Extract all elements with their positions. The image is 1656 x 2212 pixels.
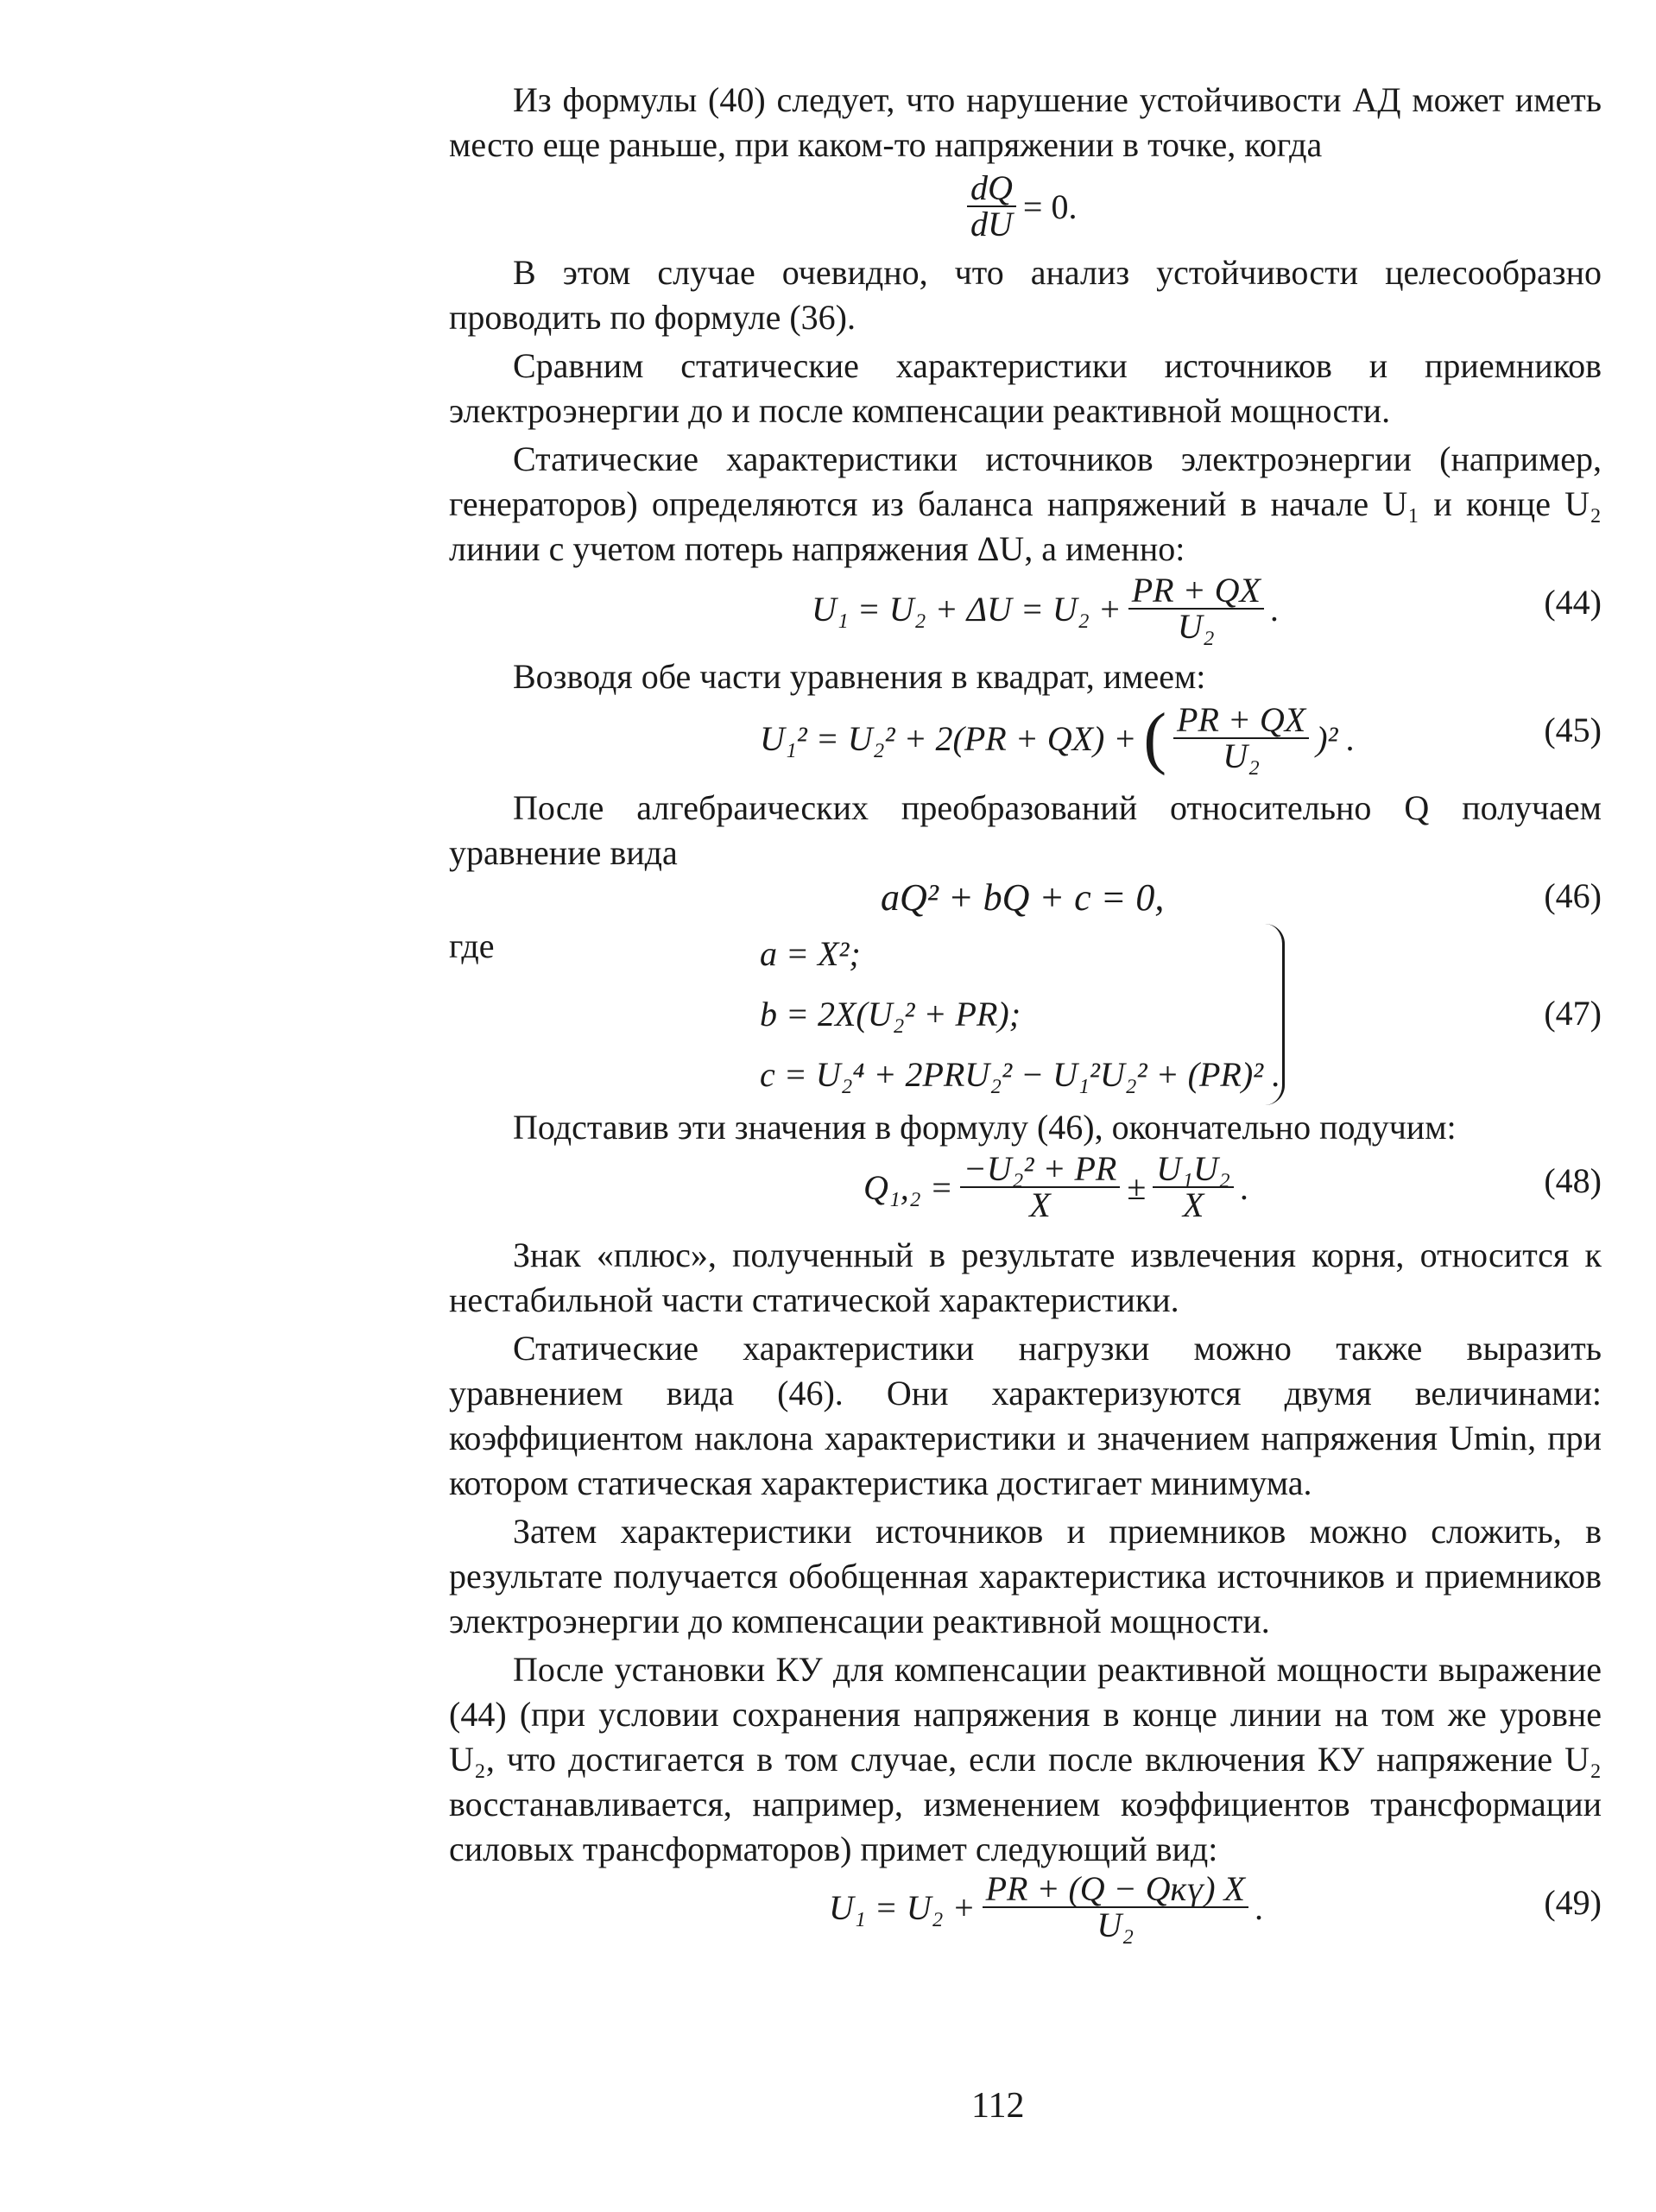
equation-49 <box>449 1869 1602 1955</box>
fraction-numerator: PR + QX <box>1128 573 1264 610</box>
equation-number: (48) <box>1544 1161 1602 1200</box>
paragraph-9: Знак «плюс», полученный в результате извлечения корня, относится к нестабильной части статической характеристики. <box>449 1236 1602 1319</box>
paragraph-11: Затем характеристики источников и приемников можно сложить, в результате получается обобщенная характеристика источников и приемников электроэнергии до компенсации реактивной мощности. <box>449 1512 1602 1640</box>
equation-number: (46) <box>1544 876 1602 915</box>
fraction-dq-du <box>967 168 1016 243</box>
equation-number: (47) <box>1544 994 1602 1033</box>
fraction-denominator: dU <box>970 205 1013 243</box>
fraction-denominator: U₂ <box>1177 607 1215 646</box>
page-content <box>449 78 1602 1955</box>
equation-45 <box>449 699 1602 786</box>
fraction-numerator: PR + QX <box>1173 703 1309 739</box>
paragraph-7: где <box>449 926 495 965</box>
fraction-numerator: −U₂² + PR <box>960 1152 1121 1188</box>
equation-number: (44) <box>1544 583 1602 622</box>
equation-46 <box>449 875 1602 924</box>
paragraph-2: В этом случае очевидно, что анализ устойчивости целесообразно проводить по формуле (36). <box>449 253 1602 337</box>
curly-brace <box>1265 924 1285 1105</box>
fraction-denominator: U₂ <box>1097 1905 1135 1944</box>
equation-lhs: U₁ = U₂ + ΔU = U₂ + <box>812 589 1122 629</box>
equation-c: c = U₂⁴ + 2PRU₂² − U₁²U₂² + (PR)² . <box>760 1055 1281 1094</box>
equation-b: b = 2X(U₂² + PR); <box>760 995 1021 1033</box>
fraction-2 <box>1153 1149 1234 1224</box>
equation-tail: )² . <box>1316 718 1356 758</box>
equation-tail: . <box>1255 1887 1264 1927</box>
fraction-denominator: U₂ <box>1223 736 1260 775</box>
equation-47-block <box>449 924 1602 1105</box>
page-number: 112 <box>971 2086 1025 2126</box>
equation-44 <box>449 572 1602 654</box>
equation-tail: . <box>1270 589 1280 629</box>
paragraph-12: После установки КУ для компенсации реактивной мощности выражение (44) (при условии сохранения напряжения в конце линии на том же уровне U₂, что достигается в том случае, если после включения КУ напряжение U₂ восстанавливается, например, изменением коэффициентов трансформации силовых трансформаторов) примет следующий вид: <box>449 1650 1602 1868</box>
equation-lhs: U₁ = U₂ + <box>829 1887 976 1927</box>
fraction <box>1128 573 1264 644</box>
fraction <box>1173 700 1309 775</box>
paragraph-10: Статические характеристики нагрузки можно также выразить уравнением вида (46). Они характеризуются двумя величинами: коэффициентом наклона характеристики и значением напряжения Umin, при котором статическая характеристика достигает минимума. <box>449 1329 1602 1502</box>
paragraph-8: Подставив эти значения в формулу (46), окончательно подучим: <box>513 1108 1457 1147</box>
paragraph-5: Возводя обе части уравнения в квадрат, имеем: <box>513 657 1206 696</box>
fraction <box>983 1869 1248 1944</box>
paragraph-4: Статические характеристики источников электроэнергии (например, генераторов) определяются из баланса напряжений в начале U₁ и конце U₂ линии с учетом потерь напряжения ΔU, а именно: <box>449 439 1602 568</box>
equation-tail: . <box>1240 1167 1249 1207</box>
fraction-numerator: U₁U₂ <box>1153 1152 1234 1188</box>
fraction-numerator: PR + (Q − Qкү) X <box>983 1872 1248 1908</box>
equation-48 <box>449 1150 1602 1233</box>
equation-rhs: = 0. <box>1022 186 1078 226</box>
equation-lhs: U₁² = U₂² + 2(PR + QX) + <box>760 718 1137 758</box>
equation-number: (49) <box>1544 1883 1602 1922</box>
equation-a: a = X²; <box>760 934 861 973</box>
paragraph-6: После алгебраических преобразований относительно Q получаем уравнение вида <box>449 788 1602 872</box>
equation-lhs: Q₁,₂ = <box>863 1167 953 1207</box>
fraction-denominator: X <box>1029 1185 1051 1224</box>
fraction-1 <box>960 1149 1121 1224</box>
equation-dq-du <box>449 167 1602 250</box>
paragraph-3: Сравним статические характеристики источников и приемников электроэнергии до и после компенсации реактивной мощности. <box>449 346 1602 430</box>
paragraph-1: Из формулы (40) следует, что нарушение устойчивости АД может иметь место еще раньше, при каком-то напряжении в точке, когда <box>449 80 1602 164</box>
paren-open: ( <box>1143 700 1167 776</box>
equation-text: aQ² + bQ + c = 0, <box>881 876 1165 919</box>
plus-minus: ± <box>1127 1167 1147 1207</box>
equation-number: (45) <box>1544 711 1602 749</box>
fraction-denominator: X <box>1182 1185 1204 1224</box>
fraction-numerator: dQ <box>967 171 1016 207</box>
equation-47 <box>760 924 1295 1105</box>
